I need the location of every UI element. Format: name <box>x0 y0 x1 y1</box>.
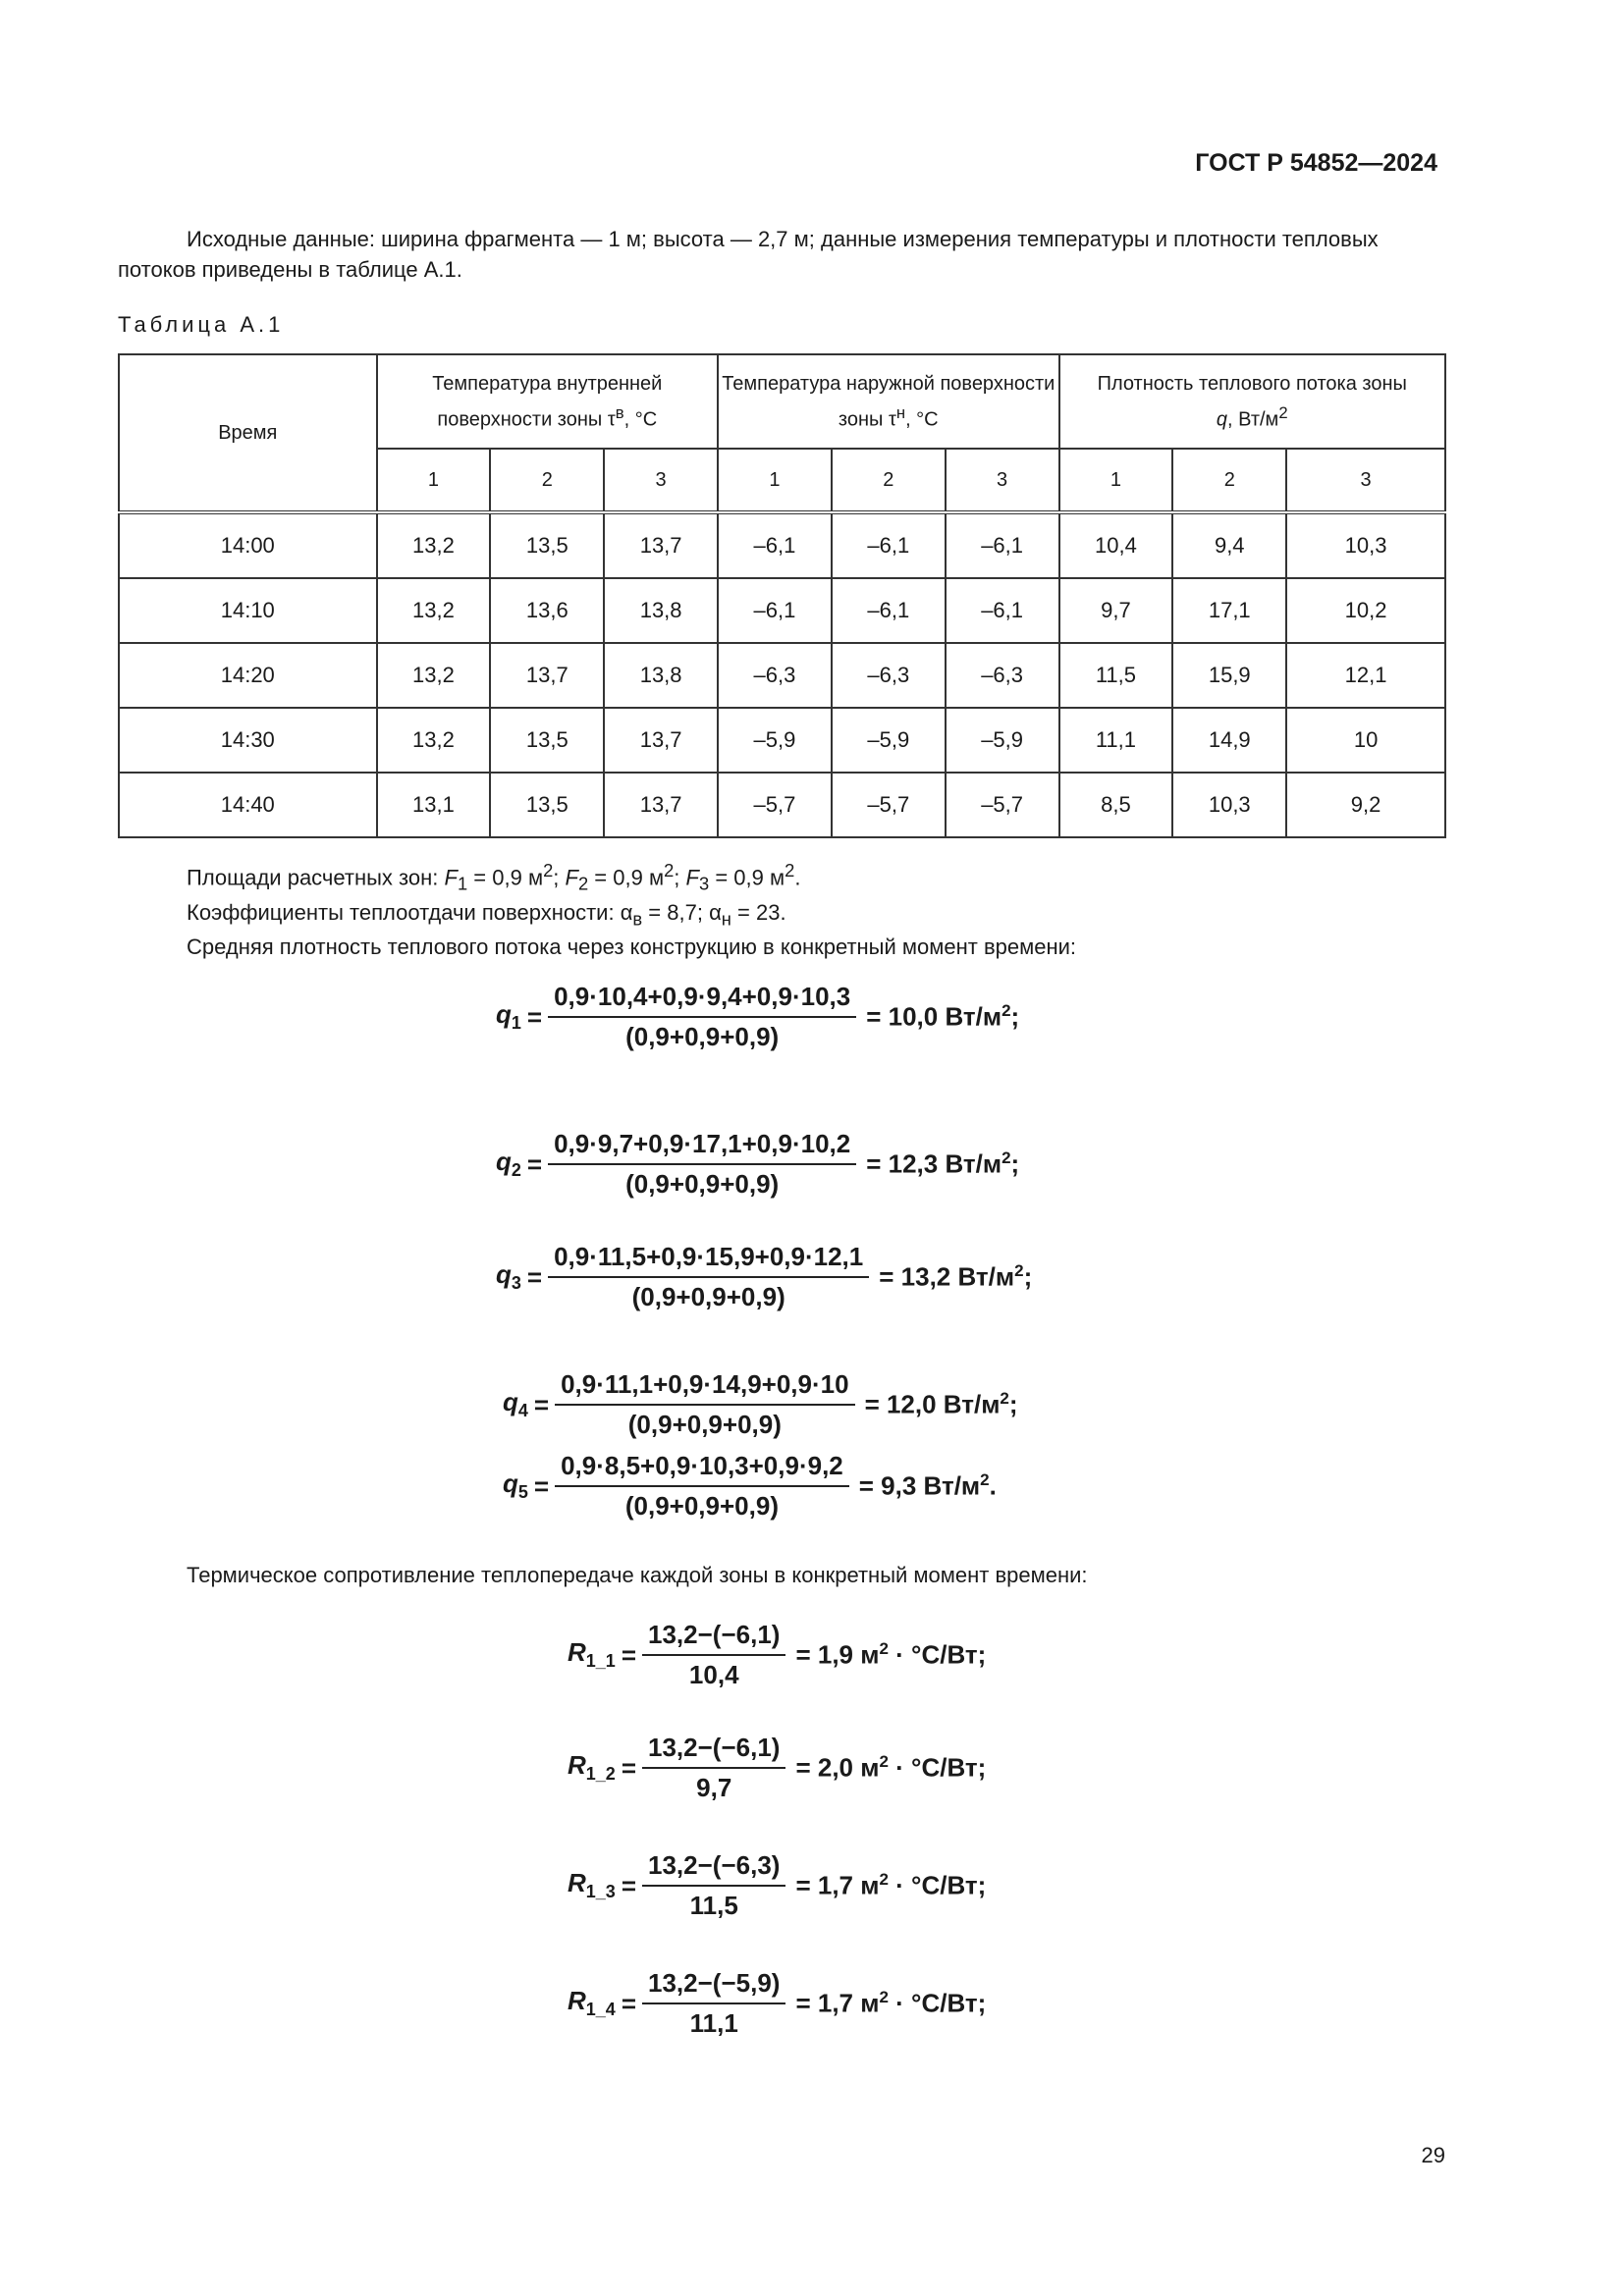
intro-paragraph <box>118 224 1443 285</box>
page-number: 29 <box>1421 2143 1445 2167</box>
formula-fraction <box>548 1242 869 1312</box>
value-cell: 9,7 <box>1059 578 1173 643</box>
value-cell: 13,6 <box>490 578 604 643</box>
value-cell: 15,9 <box>1172 643 1286 708</box>
formula-fraction <box>642 1733 785 1803</box>
value-cell: 11,1 <box>1059 708 1173 773</box>
formula-denominator: 11,1 <box>689 2008 738 2038</box>
value-cell: –5,9 <box>946 708 1059 773</box>
formula-denominator: (0,9+0,9+0,9) <box>625 1169 780 1199</box>
formula-lhs: $q_3$ <box>496 1259 521 1294</box>
value-cell: 10,4 <box>1059 512 1173 578</box>
formula-lhs: $q_5$ <box>503 1468 528 1503</box>
formula-numerator: 0,9·11,5+0,9·15,9+0,9·12,1 <box>548 1242 869 1278</box>
value-cell: 8,5 <box>1059 773 1173 837</box>
average-flux-text: Средняя плотность теплового потока через конструкцию в конкретный момент времени: <box>187 934 1077 960</box>
formula-denominator: 9,7 <box>696 1773 732 1802</box>
formula-result: = 12,0 $Вт/м^2$; <box>864 1389 1018 1419</box>
formula-fraction <box>555 1451 849 1522</box>
header-outer-temp: Температура наружной поверхности зоны $\tau^н$, °С <box>718 354 1058 449</box>
heat-flux-formula: $q_5$ = $\frac{0,9\cdot 8,5+0,9\cdot 10,3+0,9\cdot 9,2}{(0,9+0,9+0,9)}$ = 9,3 $Вт/м^2$. <box>503 1451 997 1521</box>
formula-denominator: (0,9+0,9+0,9) <box>631 1282 785 1311</box>
value-cell: 13,5 <box>490 708 604 773</box>
value-cell: 9,4 <box>1172 512 1286 578</box>
value-cell: 13,7 <box>604 512 718 578</box>
table-row <box>119 773 1445 837</box>
formula-numerator: 0,9·8,5+0,9·10,3+0,9·9,2 <box>555 1451 849 1487</box>
formula-lhs: $q_2$ <box>496 1147 521 1181</box>
value-cell: –5,9 <box>832 708 946 773</box>
formula-numerator: 0,9·9,7+0,9·17,1+0,9·10,2 <box>548 1129 856 1165</box>
value-cell: 13,7 <box>490 643 604 708</box>
time-cell: 14:20 <box>119 643 377 708</box>
formula-numerator: 0,9·11,1+0,9·14,9+0,9·10 <box>555 1369 854 1406</box>
formula-lhs: $R_{1\_4}$ <box>568 1986 616 2020</box>
zone-number-header: 3 <box>604 449 718 512</box>
table-row <box>119 512 1445 578</box>
formula-fraction <box>548 1129 856 1200</box>
formula-result: = 13,2 $Вт/м^2$; <box>879 1261 1033 1292</box>
value-cell: –5,7 <box>832 773 946 837</box>
value-cell: 13,1 <box>377 773 491 837</box>
formula-fraction <box>642 1968 785 2039</box>
formula-result: = 1,9 $м^2 \cdot ^\circ С/Вт$; <box>795 1639 987 1670</box>
value-cell: 13,2 <box>377 643 491 708</box>
value-cell: 10 <box>1286 708 1445 773</box>
intro-text: Исходные данные: ширина фрагмента — 1 м; высота — 2,7 м; данные измерения температуры и плотности тепловых потоков приведены в таблице А.1. <box>118 227 1379 282</box>
table-row <box>119 708 1445 773</box>
formula-lhs: $R_{1\_1}$ <box>568 1637 616 1672</box>
value-cell: 13,5 <box>490 773 604 837</box>
formula-lhs: $q_4$ <box>503 1387 528 1421</box>
zone-number-header: 1 <box>1059 449 1173 512</box>
formula-fraction <box>548 982 856 1052</box>
zone-number-header: 1 <box>718 449 832 512</box>
value-cell: 17,1 <box>1172 578 1286 643</box>
time-cell: 14:30 <box>119 708 377 773</box>
parameters-block <box>187 856 1076 961</box>
formula-lhs: $R_{1\_3}$ <box>568 1868 616 1902</box>
value-cell: –6,1 <box>718 578 832 643</box>
value-cell: 13,5 <box>490 512 604 578</box>
coefficients-line: Коэффициенты теплоотдачи поверхности: $\alpha_в = 8,7$; $\alpha_н = 23$. <box>187 899 786 930</box>
resistance-formula: $R_{1\_4}$ = $\frac{13,2-(-5,9)}{11,1}$ = 1,7 $м^2 \cdot ^\circ С/Вт$; <box>568 1968 987 2038</box>
value-cell: –6,1 <box>832 512 946 578</box>
formula-denominator: (0,9+0,9+0,9) <box>624 1491 779 1521</box>
zone-number-header: 2 <box>832 449 946 512</box>
formula-fraction <box>642 1620 785 1690</box>
value-cell: 9,2 <box>1286 773 1445 837</box>
value-cell: 13,2 <box>377 578 491 643</box>
zone-number-header: 3 <box>1286 449 1445 512</box>
formula-result: = 1,7 $м^2 \cdot ^\circ С/Вт$; <box>795 1988 987 2018</box>
formula-result: = 2,0 $м^2 \cdot ^\circ С/Вт$; <box>795 1752 987 1783</box>
value-cell: 10,2 <box>1286 578 1445 643</box>
measurement-table <box>118 353 1446 838</box>
value-cell: –6,1 <box>718 512 832 578</box>
formula-numerator: 0,9·10,4+0,9·9,4+0,9·10,3 <box>548 982 856 1018</box>
formula-result: = 12,3 $Вт/м^2$; <box>866 1148 1020 1179</box>
value-cell: 13,7 <box>604 708 718 773</box>
formula-numerator: 13,2−(−6,1) <box>642 1620 785 1656</box>
value-cell: –6,1 <box>946 578 1059 643</box>
header-heat-flux: Плотность теплового потока зоны q, $Вт/м^2$ <box>1059 354 1445 449</box>
value-cell: 13,2 <box>377 512 491 578</box>
formula-numerator: 13,2−(−6,3) <box>642 1850 785 1887</box>
formula-fraction <box>642 1850 785 1921</box>
value-cell: 10,3 <box>1172 773 1286 837</box>
document-header: ГОСТ Р 54852—2024 <box>1195 149 1437 177</box>
value-cell: –5,7 <box>718 773 832 837</box>
formula-denominator: (0,9+0,9+0,9) <box>625 1022 780 1051</box>
resistance-formula: $R_{1\_2}$ = $\frac{13,2-(-6,1)}{9,7}$ = 2,0 $м^2 \cdot ^\circ С/Вт$; <box>568 1733 987 1802</box>
resistance-intro-text: Термическое сопротивление теплопередаче каждой зоны в конкретный момент времени: <box>187 1563 1088 1587</box>
formula-fraction <box>555 1369 854 1440</box>
value-cell: –6,1 <box>832 578 946 643</box>
heat-flux-formula: $q_2$ = $\frac{0,9\cdot 9,7+0,9\cdot 17,1+0,9\cdot 10,2}{(0,9+0,9+0,9)}$ = 12,3 $Вт/м^2$; <box>496 1129 1020 1199</box>
formula-denominator: (0,9+0,9+0,9) <box>627 1410 782 1439</box>
time-cell: 14:10 <box>119 578 377 643</box>
table-row <box>119 578 1445 643</box>
heat-flux-formula: $q_4$ = $\frac{0,9\cdot 11,1+0,9\cdot 14,9+0,9\cdot 10}{(0,9+0,9+0,9)}$ = 12,0 $Вт/м^2$; <box>503 1369 1018 1439</box>
value-cell: 11,5 <box>1059 643 1173 708</box>
formula-numerator: 13,2−(−5,9) <box>642 1968 785 2004</box>
formula-result: = 10,0 $Вт/м^2$; <box>866 1001 1020 1032</box>
value-cell: –6,3 <box>718 643 832 708</box>
formula-result: = 9,3 $Вт/м^2$. <box>858 1470 997 1501</box>
time-cell: 14:40 <box>119 773 377 837</box>
value-cell: 12,1 <box>1286 643 1445 708</box>
value-cell: 13,8 <box>604 578 718 643</box>
zone-number-header: 2 <box>490 449 604 512</box>
formula-numerator: 13,2−(−6,1) <box>642 1733 785 1769</box>
header-time: Время <box>119 354 377 512</box>
value-cell: 13,8 <box>604 643 718 708</box>
formula-denominator: 10,4 <box>688 1660 739 1689</box>
value-cell: 13,7 <box>604 773 718 837</box>
table-caption: Таблица А.1 <box>118 312 285 337</box>
value-cell: –5,7 <box>946 773 1059 837</box>
table-row <box>119 643 1445 708</box>
header-inner-temp: Температура внутренней поверхности зоны $\tau^в$, °С <box>377 354 718 449</box>
formula-lhs: $q_1$ <box>496 999 521 1034</box>
zone-areas-line: Площади расчетных зон: $F_1 = 0,9$ $м^2$; $F_2 = 0,9$ $м^2$; $F_3 = 0,9$ $м^2$. <box>187 860 801 894</box>
resistance-formula: $R_{1\_1}$ = $\frac{13,2-(-6,1)}{10,4}$ = 1,9 $м^2 \cdot ^\circ С/Вт$; <box>568 1620 987 1689</box>
zone-number-header: 2 <box>1172 449 1286 512</box>
value-cell: 10,3 <box>1286 512 1445 578</box>
heat-flux-formula: $q_1$ = $\frac{0,9\cdot 10,4+0,9\cdot 9,4+0,9\cdot 10,3}{(0,9+0,9+0,9)}$ = 10,0 $Вт/м^2$; <box>496 982 1020 1051</box>
value-cell: –6,3 <box>946 643 1059 708</box>
formula-denominator: 11,5 <box>689 1891 738 1920</box>
value-cell: 13,2 <box>377 708 491 773</box>
zone-number-header: 3 <box>946 449 1059 512</box>
value-cell: 14,9 <box>1172 708 1286 773</box>
value-cell: –6,1 <box>946 512 1059 578</box>
resistance-formula: $R_{1\_3}$ = $\frac{13,2-(-6,3)}{11,5}$ = 1,7 $м^2 \cdot ^\circ С/Вт$; <box>568 1850 987 1920</box>
time-cell: 14:00 <box>119 512 377 578</box>
value-cell: –5,9 <box>718 708 832 773</box>
zone-number-header: 1 <box>377 449 491 512</box>
formula-result: = 1,7 $м^2 \cdot ^\circ С/Вт$; <box>795 1870 987 1900</box>
value-cell: –6,3 <box>832 643 946 708</box>
formula-lhs: $R_{1\_2}$ <box>568 1750 616 1785</box>
heat-flux-formula: $q_3$ = $\frac{0,9\cdot 11,5+0,9\cdot 15,9+0,9\cdot 12,1}{(0,9+0,9+0,9)}$ = 13,2 $Вт/м^2$; <box>496 1242 1033 1311</box>
